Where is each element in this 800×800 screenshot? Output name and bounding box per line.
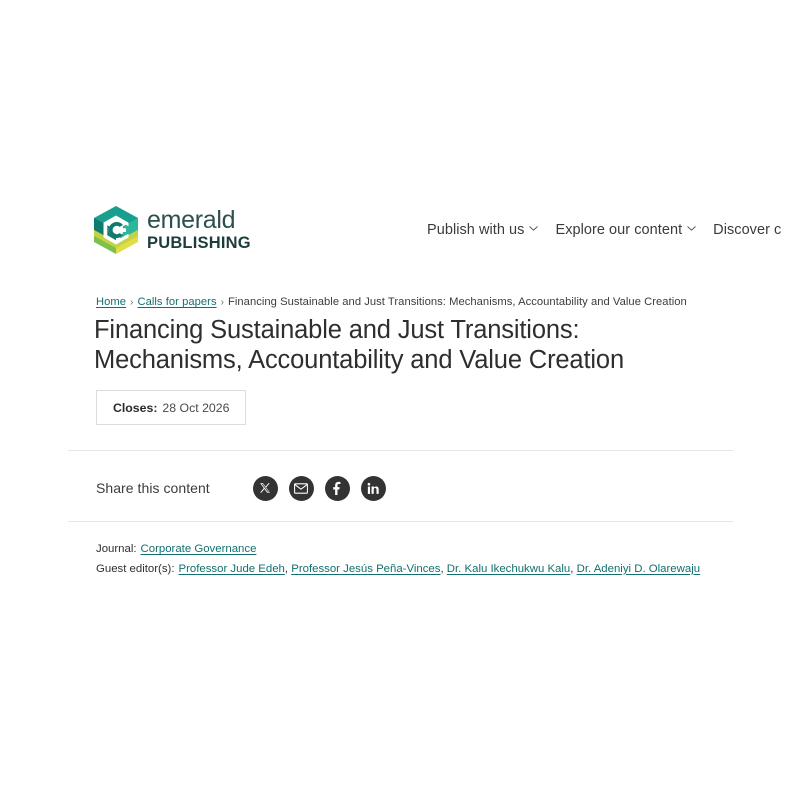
editor-separator: ,	[570, 562, 574, 575]
share-label: Share this content	[96, 480, 210, 496]
share-x-twitter-button[interactable]	[253, 476, 278, 501]
guest-editor-link[interactable]: Professor Jude Edeh	[178, 562, 285, 575]
guest-editor-link[interactable]: Professor Jesús Peña-Vinces	[291, 562, 441, 575]
breadcrumb-current-page: Financing Sustainable and Just Transitions: Mechanisms, Accountability and Value Creation	[227, 296, 687, 308]
breadcrumb-separator: ›	[130, 297, 134, 308]
logo-word-emerald: emerald	[147, 206, 236, 235]
guest-editor-link[interactable]: Dr. Adeniyi D. Olarewaju	[576, 562, 701, 575]
breadcrumb-separator: ›	[220, 297, 224, 308]
guest-editors-label: Guest editor(s):	[96, 562, 175, 575]
call-metadata	[96, 540, 786, 579]
nav-item-label: Explore our content	[555, 222, 683, 238]
nav-item-label: Discover c	[713, 222, 782, 238]
closes-date-box	[96, 390, 246, 425]
editor-separator: ,	[440, 562, 444, 575]
nav-item-discover-content[interactable]	[713, 222, 781, 238]
main-navigation	[427, 198, 781, 262]
editor-separator: ,	[284, 562, 289, 575]
emerald-publishing-logo[interactable]	[94, 206, 251, 254]
divider-below-share	[68, 521, 733, 522]
guest-editors-line	[96, 560, 786, 580]
linkedin-icon	[367, 482, 380, 495]
share-facebook-button[interactable]	[325, 476, 350, 501]
share-email-button[interactable]	[289, 476, 314, 501]
divider-above-share	[68, 450, 733, 451]
emerald-hexagon-logo-icon	[94, 206, 138, 254]
share-section	[96, 473, 386, 503]
nav-item-explore-our-content[interactable]	[555, 222, 696, 238]
logo-wordmark	[147, 208, 251, 252]
x-twitter-icon	[259, 482, 272, 495]
logo-word-publishing: PUBLISHING	[147, 233, 251, 252]
breadcrumb	[96, 296, 687, 308]
closes-label: Closes:	[113, 400, 158, 415]
facebook-icon	[330, 481, 344, 495]
closes-date-value: 28 Oct 2026	[162, 400, 230, 415]
email-icon	[294, 483, 308, 494]
journal-link[interactable]: Corporate Governance	[140, 543, 257, 555]
guest-editor-link[interactable]: Dr. Kalu Ikechukwu Kalu	[446, 562, 571, 575]
share-linkedin-button[interactable]	[361, 476, 386, 501]
share-icon-list	[253, 476, 386, 501]
chevron-down-icon	[687, 225, 696, 234]
breadcrumb-link-home[interactable]: Home	[96, 296, 127, 308]
breadcrumb-link-calls-for-papers[interactable]: Calls for papers	[137, 296, 217, 308]
page-title: Financing Sustainable and Just Transitions: Mechanisms, Accountability and Value Creation	[94, 316, 624, 374]
nav-item-label: Publish with us	[427, 222, 525, 238]
nav-item-publish-with-us[interactable]	[427, 222, 538, 238]
chevron-down-icon	[529, 225, 538, 234]
journal-line	[96, 540, 786, 560]
journal-label: Journal:	[96, 543, 137, 555]
site-header	[0, 198, 800, 262]
